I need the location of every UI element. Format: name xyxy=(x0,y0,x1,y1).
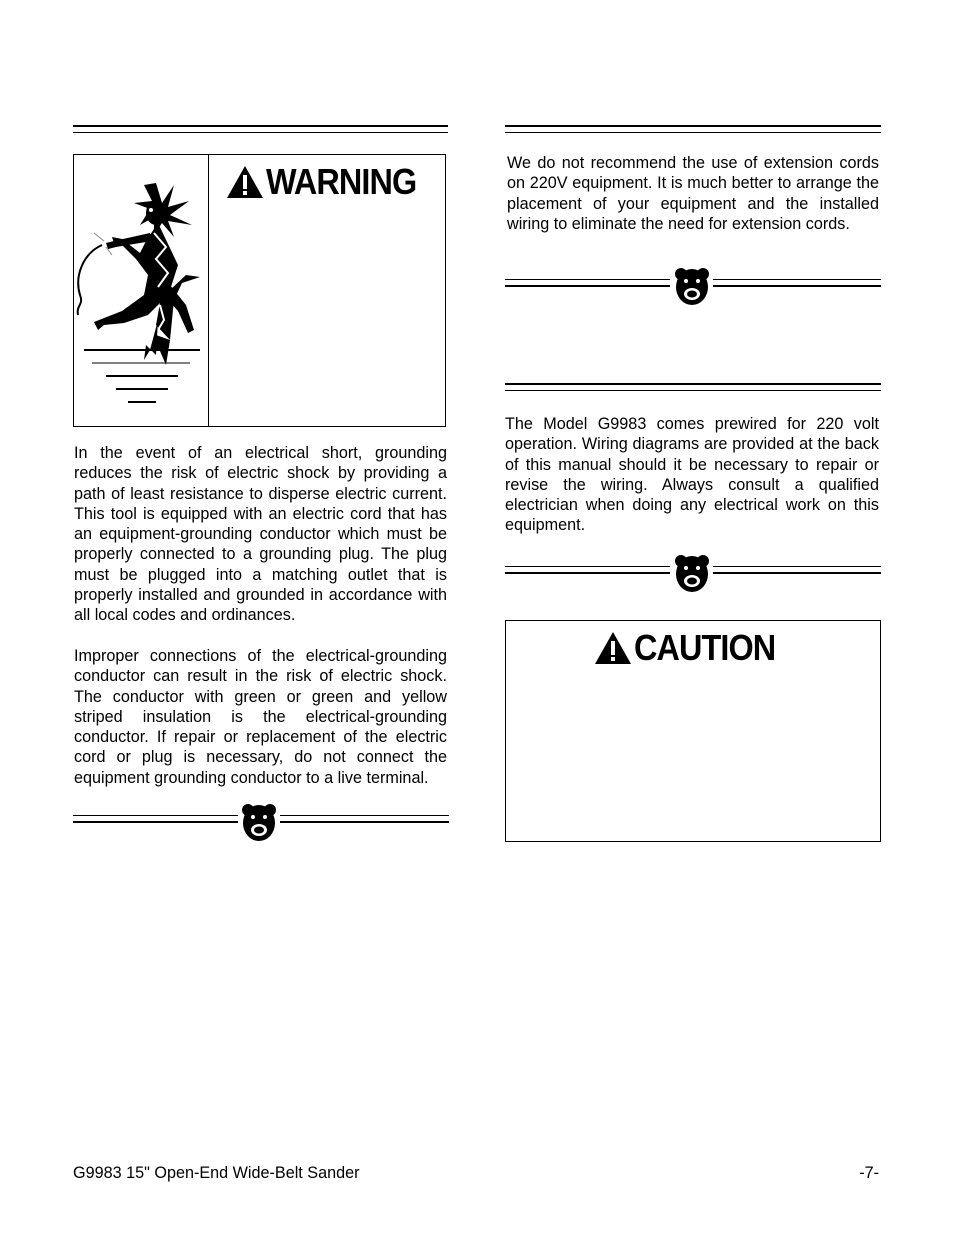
extension-cords-paragraph: We do not recommend the use of extension cords on 220V equipment. It is much better to arrange the placement of your equipment and the installed wiring to eliminate the need for extension cords. xyxy=(507,154,879,233)
alert-triangle-icon xyxy=(594,631,632,665)
warning-signal-word xyxy=(226,161,433,203)
section-divider-left xyxy=(73,803,449,843)
warning-label: WARNING xyxy=(266,161,417,202)
caution-signal-word xyxy=(594,627,791,669)
prewired-paragraph: The Model G9983 comes prewired for 220 volt operation. Wiring diagrams are provided at the back of this manual should it be necessary to repair or revise the wiring. Always consult a qualified electrician when doing any electrical work on this equipment. xyxy=(505,415,879,535)
page-number: -7- xyxy=(859,1164,879,1182)
section-header-rule-right-1 xyxy=(505,125,881,135)
electric-shock-figure-icon xyxy=(74,155,206,425)
warning-figure-panel xyxy=(74,155,209,426)
footer-title: G9983 15" Open-End Wide-Belt Sander xyxy=(73,1164,360,1182)
caution-label: CAUTION xyxy=(634,627,776,668)
bear-head-icon xyxy=(674,267,710,307)
bear-head-icon xyxy=(241,803,277,843)
alert-triangle-icon xyxy=(226,165,264,199)
warning-box xyxy=(73,154,446,427)
bear-head-icon xyxy=(674,554,710,594)
section-divider-right-2 xyxy=(505,554,881,594)
caution-box xyxy=(505,620,881,842)
section-header-rule-left xyxy=(73,125,448,135)
grounding-paragraph: In the event of an electrical short, grounding reduces the risk of electric shock by providing a path of least resistance to disperse electric current. This tool is equipped with an electric cord that has an equipment-grounding conductor which must be properly connected to a grounding plug. The plug must be plugged into a matching outlet that is properly installed and grounded in accordance with all local codes and ordinances. xyxy=(74,444,447,625)
improper-connections-paragraph: Improper connections of the electrical-grounding conductor can result in the risk of electric shock. The conductor with green or green and yellow striped insulation is the electrical-grounding conductor. If repair or replacement of the electric cord or plug is necessary, do not connect the equipment grounding conductor to a live terminal. xyxy=(74,647,447,787)
section-divider-right-1 xyxy=(505,267,881,307)
section-header-rule-right-2 xyxy=(505,383,881,393)
